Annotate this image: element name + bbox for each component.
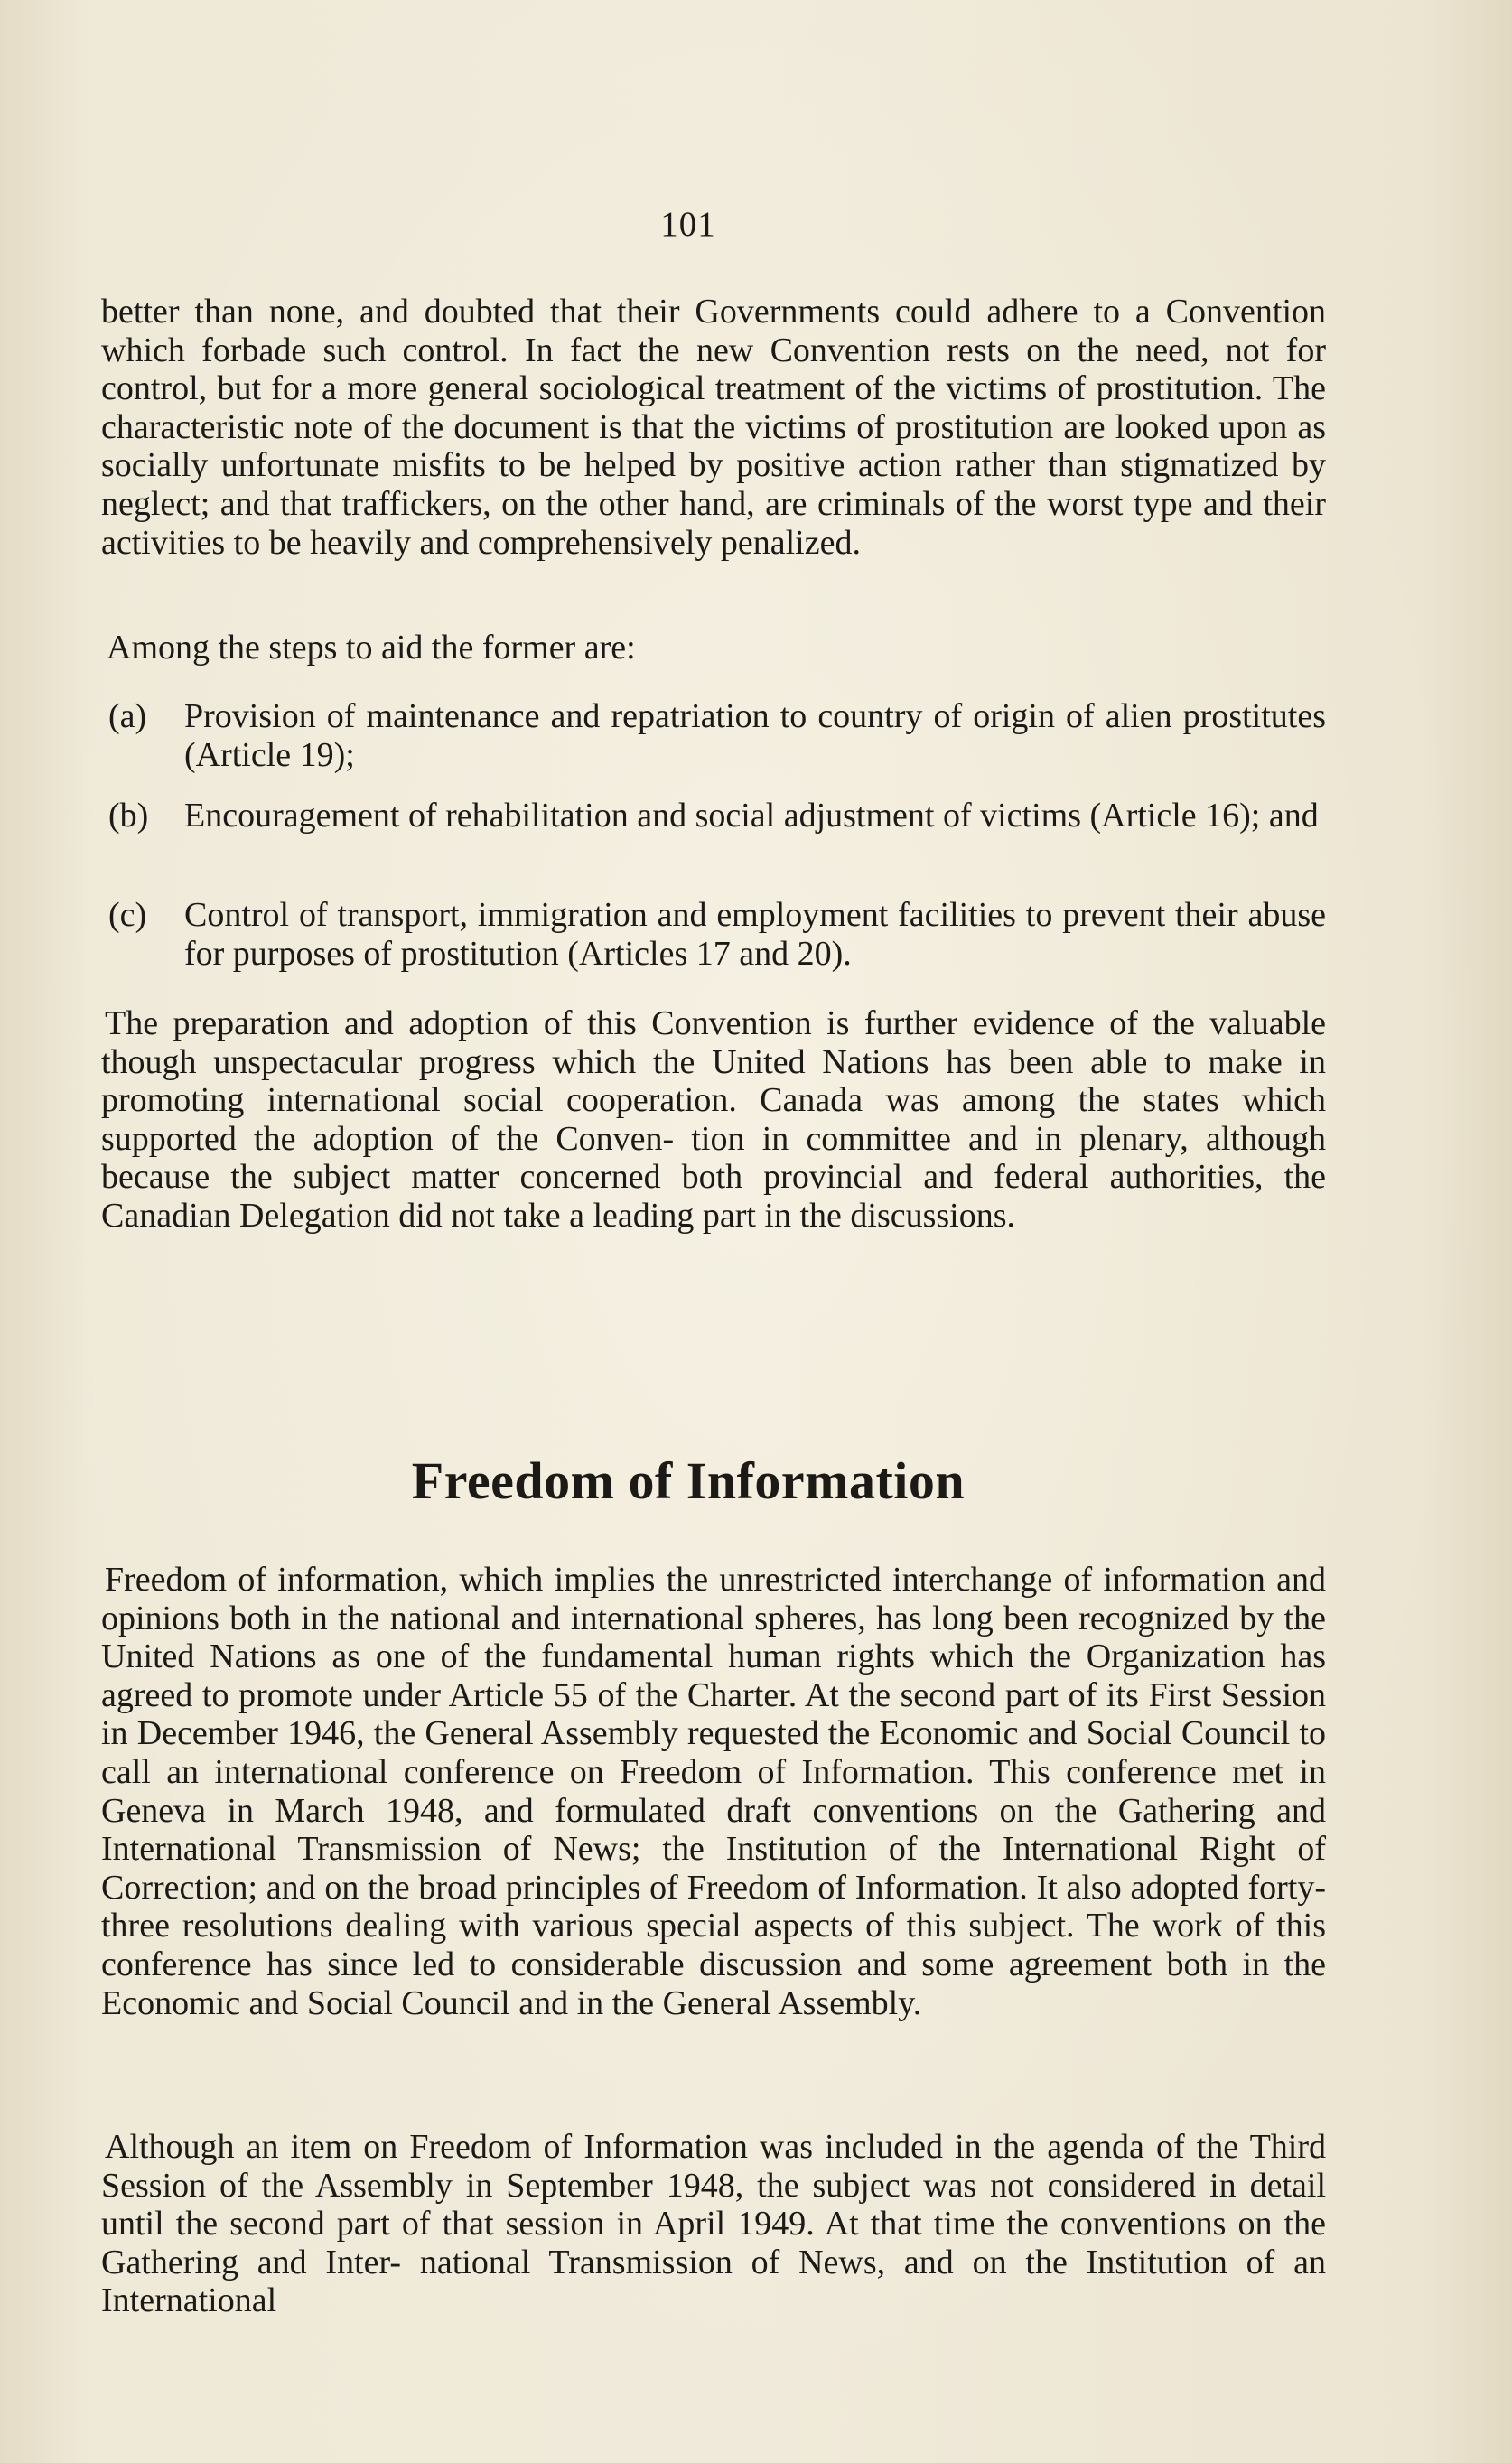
list-marker: (b)	[108, 797, 149, 835]
list-item-text: Control of transport, immigration and employment facilities to prevent their abuse for purposes of prostitution (Articles 17 and 20).	[184, 896, 1326, 973]
list-item-text: Provision of maintenance and repatriation to country of origin of alien prostitutes (Article 19);	[184, 697, 1326, 774]
paragraph-freedom-intro	[101, 1561, 1326, 2022]
list-item-b	[101, 797, 1326, 835]
paragraph-text: Among the steps to aid the former are:	[107, 629, 636, 667]
list-marker: (c)	[108, 896, 147, 934]
paragraph-convention-evidence	[101, 1004, 1326, 1236]
paragraph-text: Freedom of information, which implies the unrestricted interchange of information and opinions both in the national and international spheres, has long been recognized by the United Nations as one of the fundamental human rights which the Organization has agreed to promote under Article 55 of the Charter. At the second part of its First Session in December 1946, the General Assembly requested the Economic and Social Council to call an international conference on Freedom of Information. This conference met in Geneva in March 1948, and formulated draft conventions on the Gathering and International Transmission of News; the Institution of the International Right of Correction; and on the broad principles of Freedom of Information. It also adopted forty-three resolutions dealing with various special aspects of this subject. The work of this conference has since led to considerable discussion and some agreement both in the Economic and Social Council and in the General Assembly.	[101, 1561, 1326, 2022]
paragraph-text: The preparation and adoption of this Convention is further evidence of the valuable though unspectacular progress which the United Nations has been able to make in promoting international social cooperation. Canada was among the states which supported the adoption of the Conven- tion in committee and in plenary, although because the subject matter concerned both provincial and federal authorities, the Canadian Delegation did not take a leading part in the discussions.	[101, 1004, 1326, 1235]
section-heading: Freedom of Information	[411, 1451, 966, 1510]
list-item-a	[101, 697, 1326, 774]
paragraph-third-session	[101, 2128, 1326, 2320]
list-marker: (a)	[108, 697, 147, 735]
list-item-text: Encouragement of rehabilitation and social adjustment of victims (Article 16); and	[184, 797, 1319, 835]
paragraph-prostitution-convention	[101, 293, 1326, 562]
paragraph-text: better than none, and doubted that their Governments could adhere to a Convention which forbade such control. In fact the new Convention rests on the need, not for control, but for a more general sociological treatment of the victims of prostitution. The characteristic note of the document is that the victims of prostitution are looked upon as socially unfortunate misfits to be helped by positive action rather than stigmatized by neglect; and that traffickers, on the other hand, are criminals of the worst type and their activities to be heavily and comprehensively penalized.	[101, 293, 1326, 562]
list-item-c	[101, 896, 1326, 973]
page-number: 101	[660, 205, 716, 244]
paragraph-text: Although an item on Freedom of Information was included in the agenda of the Third Session of the Assembly in September 1948, the subject was not considered in detail until the second part of that session in April 1949. At that time the conventions on the Gathering and Inter- national Transmission of News, and on the Institution of an International	[101, 2128, 1326, 2320]
paragraph-steps-intro	[101, 629, 1326, 667]
